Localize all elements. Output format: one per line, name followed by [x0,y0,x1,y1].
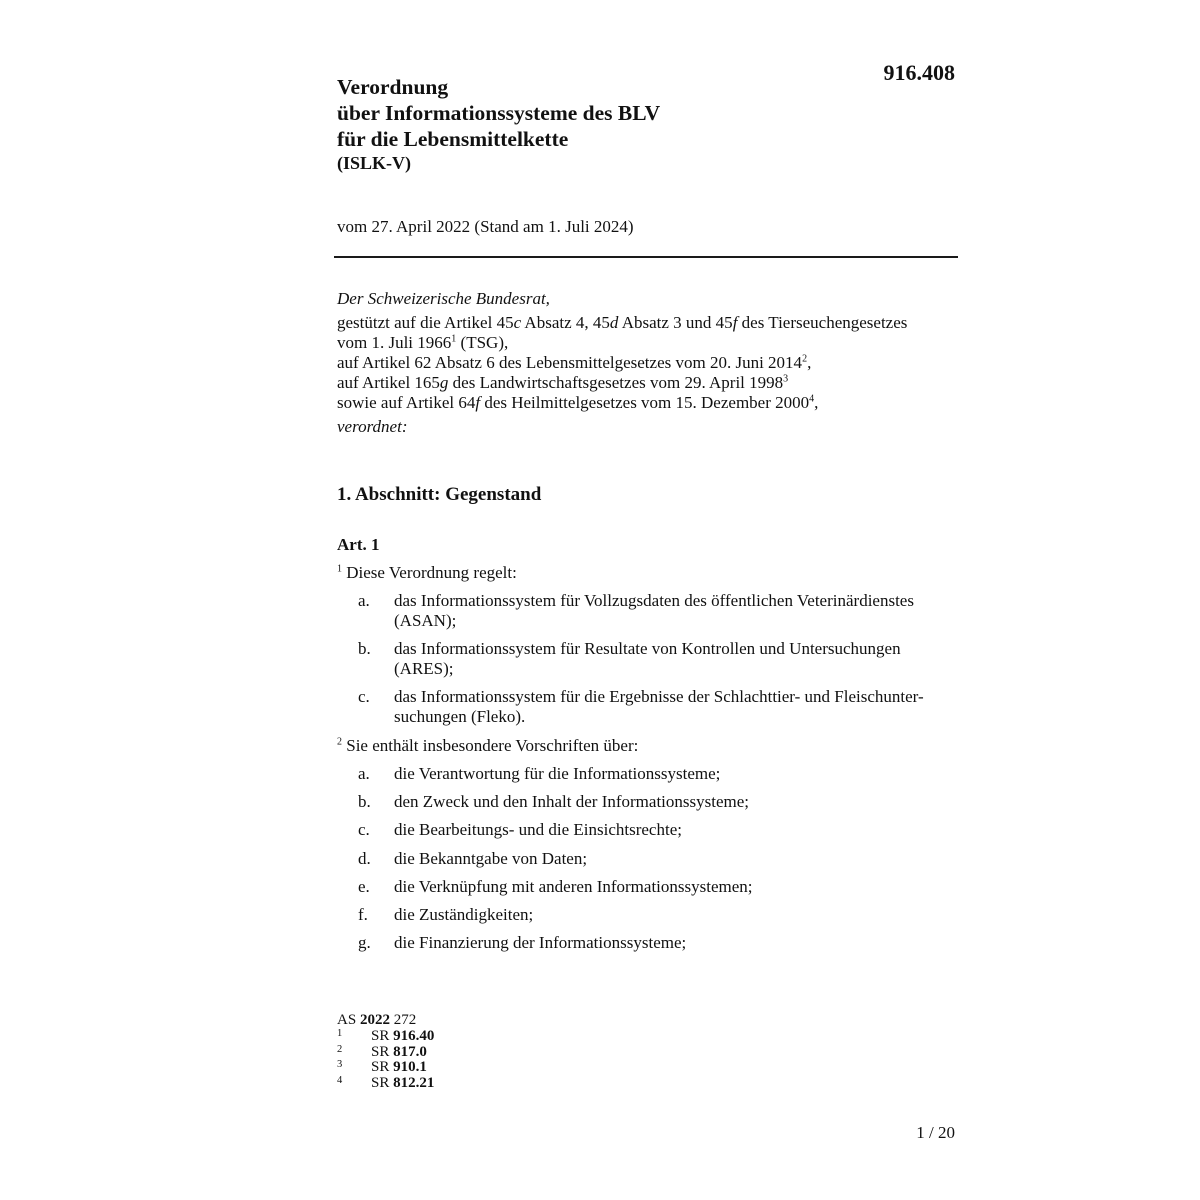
preamble-line: auf Artikel 62 Absatz 6 des Lebensmittelgesetzes vom 20. Juni 2014$^2$, [337,353,812,372]
title-line: für die Lebensmittelkette [337,127,569,151]
sr-number: 916.408 [883,60,955,85]
footnotes [337,1011,435,1091]
footnote-ref[interactable]: 3 [783,373,789,385]
list-item: b. das Informationssystem für Resultate von Kontrollen und Untersuchungen (ARES); [358,639,901,678]
paragraph-1: $^1$ Diese Verordnung regelt: [337,563,517,582]
footnote: 3 SR 910.1 [337,1059,427,1075]
list-item: a. die Verantwortung für die Informationssysteme; [358,764,721,783]
paragraph-2: $^2$ Sie enthält insbesondere Vorschriften über: [337,736,639,755]
article-heading: Art. 1 [337,535,380,554]
preamble-closing: verordnet: [337,417,408,436]
preamble-line: sowie auf Artikel 64f des Heilmittelgesetzes vom 15. Dezember 2000$^4$, [337,393,819,412]
document-date: vom 27. April 2022 (Stand am 1. Juli 2024) [337,217,634,236]
footnote: 4 SR 812.21 [337,1074,435,1091]
preamble [337,289,957,437]
document-abbreviation: (ISLK-V) [337,153,412,173]
preamble-issuer: Der Schweizerische Bundesrat, [337,289,550,308]
footnote-ref[interactable]: 2 [802,353,808,365]
footnote-ref[interactable]: 4 [809,393,815,405]
preamble-line: auf Artikel 165g des Landwirtschaftsgesetzes vom 29. April 1998$^3$ [337,373,789,392]
title-line: Verordnung [337,75,449,99]
footnote: 2 SR 817.0 [337,1043,427,1060]
list-item: c. das Informationssystem für die Ergebnisse der Schlachttier- und Fleischunter- suchungen (Fleko). [358,687,924,726]
list-item: g. die Finanzierung der Informationssysteme; [358,933,687,953]
footnote-ref[interactable]: 1 [451,333,457,345]
list-item: c. die Bearbeitungs- und die Einsichtsrechte; [358,820,682,840]
list-item: f. die Zuständigkeiten; [358,904,534,924]
preamble-line: vom 1. Juli 1966$^1$ (TSG), [337,333,509,352]
section-heading: 1. Abschnitt: Gegenstand [337,484,542,505]
list-item: d. die Bekanntgabe von Daten; [358,848,588,868]
title-line: über Informationssysteme des BLV [337,101,661,125]
list-item: e. die Verknüpfung mit anderen Informationssystemen; [358,876,753,896]
document-title [337,74,837,152]
footnote: 1 SR 916.40 [337,1028,435,1044]
official-compilation-ref: AS 2022 272 [337,1012,417,1028]
preamble-line: gestützt auf die Artikel 45c Absatz 4, 45d Absatz 3 und 45f des Tierseuchengesetzes [337,313,908,332]
list-vorschriften [337,764,957,961]
page-number: 1 / 20 [916,1123,955,1142]
list-item: a. das Informationssystem für Vollzugsdaten des öffentlichen Veterinärdienstes (ASAN); [358,591,914,630]
list-regelt [337,591,957,735]
horizontal-rule [334,256,958,258]
list-item: b. den Zweck und den Inhalt der Informationssysteme; [358,792,750,812]
